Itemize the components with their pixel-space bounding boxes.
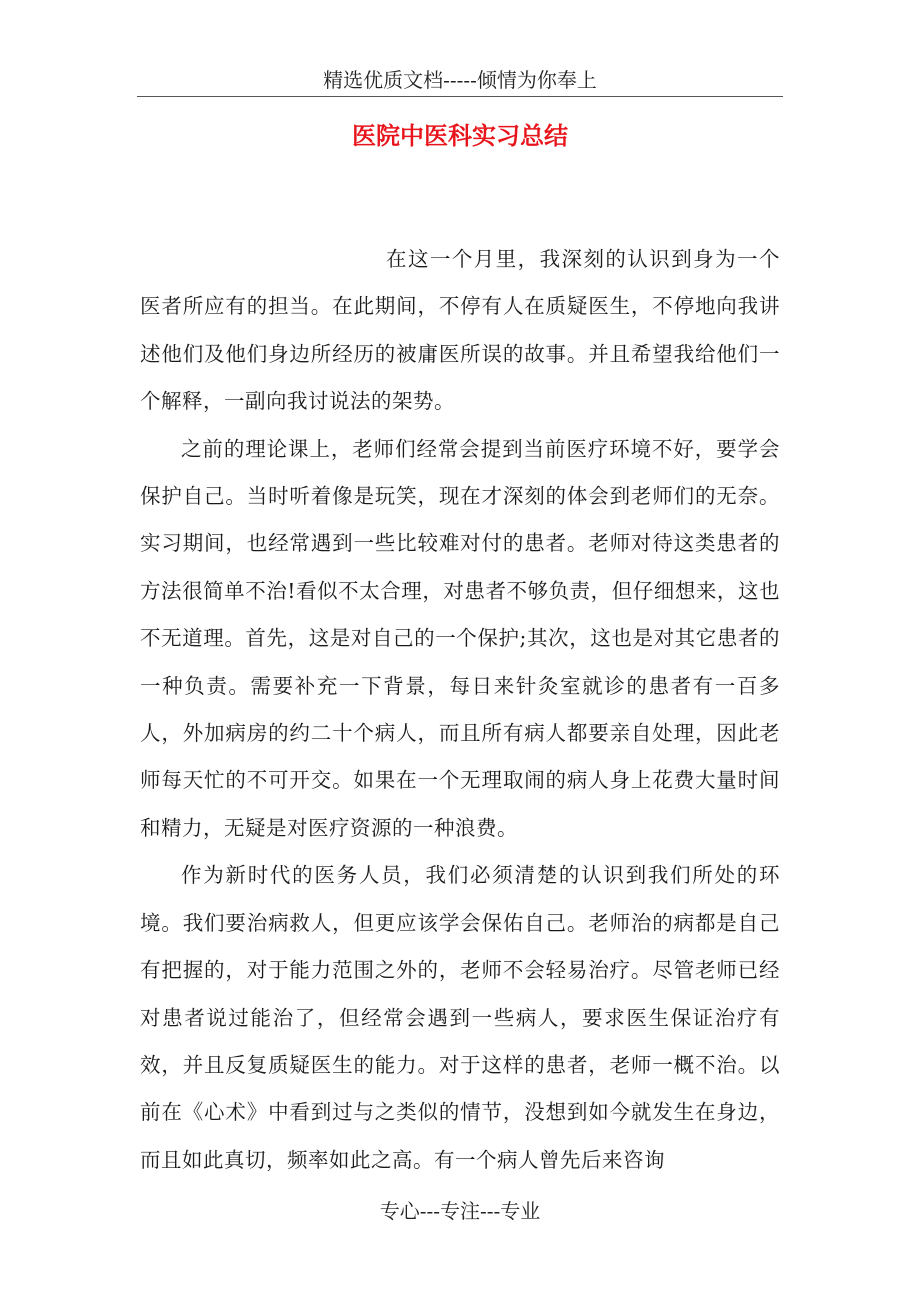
document-body: [140, 236, 780, 1184]
header-divider: [137, 96, 783, 97]
paragraph-1: 在这一个月里，我深刻的认识到身为一个医者所应有的担当。在此期间，不停有人在质疑医生，不停地向我讲述他们及他们身边所经历的被庸医所误的故事。并且希望我给他们一个解释，一副向我讨说法的架势。: [140, 247, 780, 414]
document-title: 医院中医科实习总结: [352, 121, 568, 150]
page-header: 精选优质文档-----倾情为你奉上: [323, 68, 597, 92]
paragraph-3: 作为新时代的医务人员，我们必须清楚的认识到我们所处的环境。我们要治病救人，但更应该学会保佑自己。老师治的病都是自己有把握的，对于能力范围之外的，老师不会轻易治疗。尽管老师已经对患者说过能治了，但经常会遇到一些病人，要求医生保证治疗有效，并且反复质疑医生的能力。对于这样的患者，老师一概不治。以前在《心术》中看到过与之类似的情节，没想到如今就发生在身边，而且如此真切，频率如此之高。有一个病人曾先后来咨询: [140, 863, 780, 1172]
page-footer: 专心---专注---专业: [379, 1199, 541, 1223]
paragraph-2: 之前的理论课上，老师们经常会提到当前医疗环境不好，要学会保护自己。当时听着像是玩笑，现在才深刻的体会到老师们的无奈。实习期间，也经常遇到一些比较难对付的患者。老师对待这类患者的方法很简单不治!看似不太合理，对患者不够负责，但仔细想来，这也不无道理。首先，这是对自己的一个保护;其次，这也是对其它患者的一种负责。需要补充一下背景，每日来针灸室就诊的患者有一百多人，外加病房的约二十个病人，而且所有病人都要亲自处理，因此老师每天忙的不可开交。如果在一个无理取闹的病人身上花费大量时间和精力，无疑是对医疗资源的一种浪费。: [140, 436, 780, 840]
